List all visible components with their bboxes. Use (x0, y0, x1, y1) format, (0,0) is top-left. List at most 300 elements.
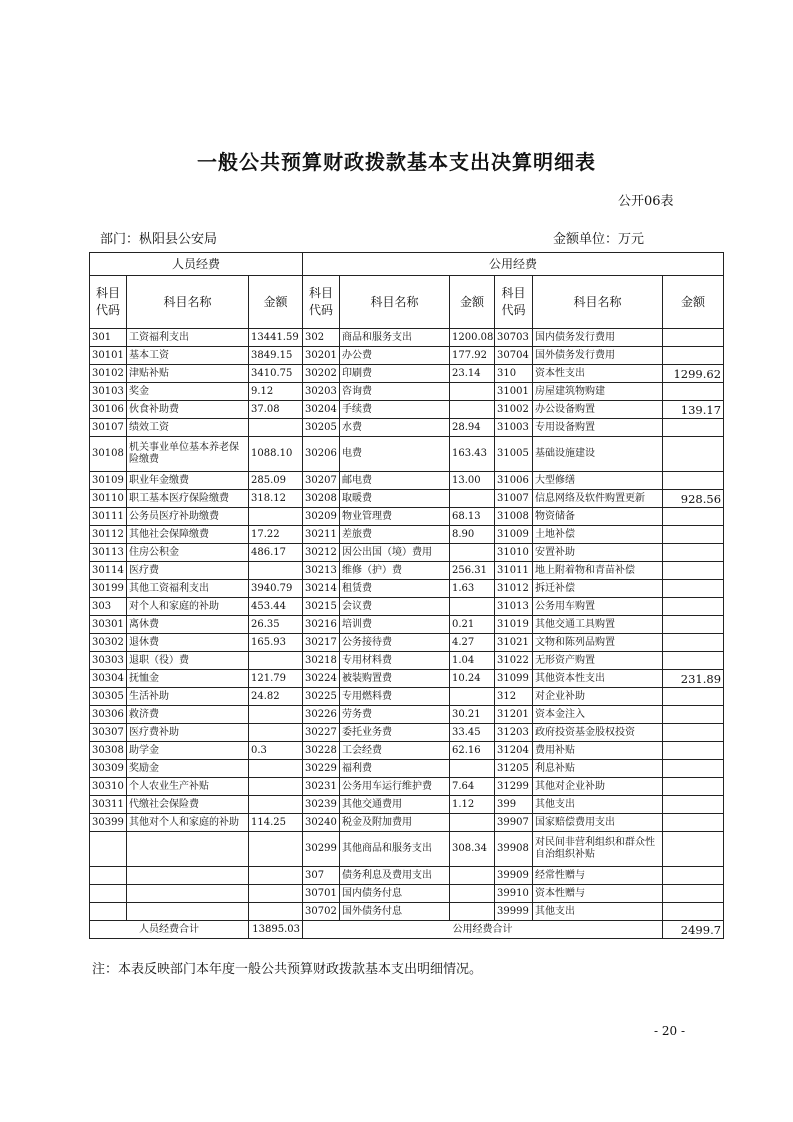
table-row (90, 490, 724, 508)
capital-name-cell: 资本性支出 (533, 365, 663, 383)
capital-amount-cell (663, 832, 724, 867)
personnel-name-cell: 退职（役）费 (127, 652, 249, 670)
table-row (90, 778, 724, 796)
capital-amount-cell (663, 903, 724, 921)
capital-code-cell: 31299 (495, 778, 533, 796)
capital-name-cell: 其他资本性支出 (533, 670, 663, 688)
capital-code-cell: 39909 (495, 867, 533, 885)
personnel-amount-cell: 318.12 (249, 490, 303, 508)
public-name-cell: 委托业务费 (340, 724, 450, 742)
capital-amount-cell (663, 580, 724, 598)
capital-code-cell: 31010 (495, 544, 533, 562)
capital-code-cell: 31005 (495, 437, 533, 472)
public-amount-cell (450, 383, 495, 401)
personnel-code-cell: 30106 (90, 401, 127, 419)
public-amount-cell: 7.64 (450, 778, 495, 796)
personnel-code-cell (90, 867, 127, 885)
public-code-cell: 30214 (303, 580, 340, 598)
public-amount-cell: 33.45 (450, 724, 495, 742)
personnel-amount-cell: 285.09 (249, 472, 303, 490)
public-amount-cell (450, 688, 495, 706)
public-name-cell: 专用燃料费 (340, 688, 450, 706)
public-amount-cell: 13.00 (450, 472, 495, 490)
personnel-amount-cell: 9.12 (249, 383, 303, 401)
personnel-code-cell: 30301 (90, 616, 127, 634)
personnel-total-label: 人员经费合计 (90, 921, 249, 939)
personnel-code-cell: 30306 (90, 706, 127, 724)
public-amount-cell: 177.92 (450, 347, 495, 365)
capital-amount-cell (663, 562, 724, 580)
personnel-name-cell: 住房公积金 (127, 544, 249, 562)
personnel-code-cell: 30309 (90, 760, 127, 778)
capital-code-cell: 39907 (495, 814, 533, 832)
public-amount-cell: 308.34 (450, 832, 495, 867)
public-name-cell: 邮电费 (340, 472, 450, 490)
page-number: - 20 - (654, 1024, 686, 1038)
public-name-cell: 培训费 (340, 616, 450, 634)
public-section-header: 公用经费 (303, 253, 724, 276)
table-row (90, 670, 724, 688)
personnel-name-cell: 绩效工资 (127, 419, 249, 437)
form-number: 公开06表 (618, 194, 674, 209)
name-header: 科目名称 (127, 276, 249, 329)
amount-header: 金额 (450, 276, 495, 329)
public-name-cell: 差旅费 (340, 526, 450, 544)
public-amount-cell: 1.04 (450, 652, 495, 670)
table-row (90, 562, 724, 580)
personnel-name-cell (127, 903, 249, 921)
capital-code-cell: 39999 (495, 903, 533, 921)
capital-name-cell: 无形资产购置 (533, 652, 663, 670)
footnote: 注：本表反映部门本年度一般公共预算财政拨款基本支出明细情况。 (92, 962, 483, 977)
public-name-cell: 被装购置费 (340, 670, 450, 688)
table-row (90, 903, 724, 921)
capital-amount-cell: 139.17 (663, 401, 724, 419)
capital-amount-cell (663, 724, 724, 742)
public-code-cell: 30208 (303, 490, 340, 508)
personnel-code-cell (90, 832, 127, 867)
capital-code-cell: 31021 (495, 634, 533, 652)
personnel-name-cell (127, 885, 249, 903)
personnel-code-cell: 30304 (90, 670, 127, 688)
public-name-cell: 国内债务付息 (340, 885, 450, 903)
expenditure-table (89, 252, 724, 939)
public-code-cell: 307 (303, 867, 340, 885)
capital-amount-cell (663, 508, 724, 526)
table-row (90, 832, 724, 867)
capital-code-cell: 31001 (495, 383, 533, 401)
amount-header: 金额 (249, 276, 303, 329)
personnel-name-cell: 离休费 (127, 616, 249, 634)
personnel-amount-cell (249, 706, 303, 724)
table-row (90, 598, 724, 616)
public-code-cell: 30201 (303, 347, 340, 365)
public-name-cell: 咨询费 (340, 383, 450, 401)
capital-amount-cell (663, 760, 724, 778)
capital-amount-cell (663, 437, 724, 472)
public-amount-cell (450, 401, 495, 419)
capital-code-cell: 31019 (495, 616, 533, 634)
public-amount-cell: 23.14 (450, 365, 495, 383)
personnel-amount-cell: 0.3 (249, 742, 303, 760)
table-row (90, 472, 724, 490)
name-header: 科目名称 (533, 276, 663, 329)
code-header: 科目代码 (90, 276, 127, 329)
capital-code-cell: 31008 (495, 508, 533, 526)
capital-code-cell: 31006 (495, 472, 533, 490)
public-amount-cell: 68.13 (450, 508, 495, 526)
public-total-value: 2499.7 (663, 921, 724, 939)
capital-name-cell: 安置补助 (533, 544, 663, 562)
personnel-name-cell: 津贴补贴 (127, 365, 249, 383)
capital-amount-cell (663, 634, 724, 652)
public-amount-cell (450, 598, 495, 616)
public-name-cell: 手续费 (340, 401, 450, 419)
public-code-cell: 30229 (303, 760, 340, 778)
capital-code-cell: 31022 (495, 652, 533, 670)
personnel-name-cell: 职业年金缴费 (127, 472, 249, 490)
table-body (90, 329, 724, 921)
personnel-amount-cell: 37.08 (249, 401, 303, 419)
public-code-cell: 30204 (303, 401, 340, 419)
table-row (90, 347, 724, 365)
public-code-cell: 30239 (303, 796, 340, 814)
capital-name-cell: 利息补贴 (533, 760, 663, 778)
public-code-cell: 302 (303, 329, 340, 347)
public-code-cell: 30215 (303, 598, 340, 616)
personnel-amount-cell: 165.93 (249, 634, 303, 652)
capital-name-cell: 大型修缮 (533, 472, 663, 490)
personnel-amount-cell (249, 796, 303, 814)
personnel-name-cell (127, 867, 249, 885)
personnel-name-cell: 公务员医疗补助缴费 (127, 508, 249, 526)
capital-name-cell: 资本金注入 (533, 706, 663, 724)
capital-code-cell: 31003 (495, 419, 533, 437)
capital-amount-cell (663, 329, 724, 347)
public-name-cell: 工会经费 (340, 742, 450, 760)
capital-code-cell: 31011 (495, 562, 533, 580)
public-code-cell: 30231 (303, 778, 340, 796)
capital-code-cell: 31012 (495, 580, 533, 598)
personnel-code-cell: 30107 (90, 419, 127, 437)
personnel-name-cell: 对个人和家庭的补助 (127, 598, 249, 616)
public-code-cell: 30211 (303, 526, 340, 544)
personnel-name-cell: 生活补助 (127, 688, 249, 706)
public-name-cell: 税金及附加费用 (340, 814, 450, 832)
capital-code-cell: 399 (495, 796, 533, 814)
capital-name-cell: 对民间非营利组织和群众性自治组织补贴 (533, 832, 663, 867)
table-row (90, 329, 724, 347)
public-code-cell: 30207 (303, 472, 340, 490)
capital-amount-cell (663, 383, 724, 401)
capital-code-cell: 31007 (495, 490, 533, 508)
capital-amount-cell (663, 616, 724, 634)
table-row (90, 867, 724, 885)
personnel-amount-cell (249, 885, 303, 903)
public-amount-cell: 0.21 (450, 616, 495, 634)
public-name-cell: 劳务费 (340, 706, 450, 724)
personnel-name-cell: 其他工资福利支出 (127, 580, 249, 598)
public-name-cell: 公务接待费 (340, 634, 450, 652)
personnel-amount-cell: 453.44 (249, 598, 303, 616)
capital-amount-cell (663, 544, 724, 562)
personnel-amount-cell: 24.82 (249, 688, 303, 706)
public-name-cell: 会议费 (340, 598, 450, 616)
public-code-cell: 30217 (303, 634, 340, 652)
table-row (90, 419, 724, 437)
capital-amount-cell (663, 347, 724, 365)
personnel-code-cell: 30303 (90, 652, 127, 670)
personnel-name-cell: 职工基本医疗保险缴费 (127, 490, 249, 508)
public-name-cell: 电费 (340, 437, 450, 472)
personnel-code-cell: 30111 (90, 508, 127, 526)
table-row (90, 796, 724, 814)
table-row (90, 814, 724, 832)
capital-code-cell: 31203 (495, 724, 533, 742)
table-row (90, 544, 724, 562)
personnel-code-cell (90, 903, 127, 921)
capital-name-cell: 国外债务发行费用 (533, 347, 663, 365)
capital-name-cell: 地上附着物和青苗补偿 (533, 562, 663, 580)
personnel-code-cell: 301 (90, 329, 127, 347)
public-amount-cell: 62.16 (450, 742, 495, 760)
capital-code-cell: 312 (495, 688, 533, 706)
capital-name-cell: 其他交通工具购置 (533, 616, 663, 634)
capital-amount-cell: 1299.62 (663, 365, 724, 383)
capital-amount-cell (663, 598, 724, 616)
personnel-code-cell: 30311 (90, 796, 127, 814)
public-amount-cell (450, 867, 495, 885)
public-code-cell: 30702 (303, 903, 340, 921)
capital-code-cell: 31002 (495, 401, 533, 419)
public-code-cell: 30206 (303, 437, 340, 472)
capital-name-cell: 办公设备购置 (533, 401, 663, 419)
personnel-amount-cell: 3410.75 (249, 365, 303, 383)
public-name-cell: 办公费 (340, 347, 450, 365)
public-amount-cell (450, 814, 495, 832)
personnel-name-cell: 助学金 (127, 742, 249, 760)
capital-name-cell: 经常性赠与 (533, 867, 663, 885)
public-name-cell: 维修（护）费 (340, 562, 450, 580)
personnel-name-cell: 基本工资 (127, 347, 249, 365)
public-code-cell: 30225 (303, 688, 340, 706)
capital-amount-cell (663, 778, 724, 796)
capital-amount-cell (663, 419, 724, 437)
public-code-cell: 30203 (303, 383, 340, 401)
personnel-name-cell: 伙食补助费 (127, 401, 249, 419)
capital-name-cell: 对企业补助 (533, 688, 663, 706)
capital-name-cell: 基础设施建设 (533, 437, 663, 472)
capital-amount-cell: 928.56 (663, 490, 724, 508)
public-name-cell: 商品和服务支出 (340, 329, 450, 347)
public-code-cell: 30205 (303, 419, 340, 437)
capital-code-cell: 31099 (495, 670, 533, 688)
personnel-amount-cell: 26.35 (249, 616, 303, 634)
personnel-code-cell: 30108 (90, 437, 127, 472)
personnel-code-cell: 30302 (90, 634, 127, 652)
public-code-cell: 30227 (303, 724, 340, 742)
personnel-code-cell: 30102 (90, 365, 127, 383)
capital-amount-cell (663, 867, 724, 885)
personnel-name-cell (127, 832, 249, 867)
personnel-amount-cell: 3849.15 (249, 347, 303, 365)
personnel-amount-cell (249, 903, 303, 921)
capital-amount-cell (663, 742, 724, 760)
capital-code-cell: 30703 (495, 329, 533, 347)
public-name-cell: 印刷费 (340, 365, 450, 383)
personnel-amount-cell (249, 760, 303, 778)
public-amount-cell: 30.21 (450, 706, 495, 724)
personnel-name-cell: 医疗费补助 (127, 724, 249, 742)
public-name-cell: 租赁费 (340, 580, 450, 598)
capital-name-cell: 资本性赠与 (533, 885, 663, 903)
capital-amount-cell (663, 652, 724, 670)
table-row (90, 688, 724, 706)
table-row (90, 437, 724, 472)
table-row (90, 616, 724, 634)
public-code-cell: 30218 (303, 652, 340, 670)
capital-name-cell: 政府投资基金股权投资 (533, 724, 663, 742)
personnel-code-cell: 30305 (90, 688, 127, 706)
capital-code-cell: 39908 (495, 832, 533, 867)
capital-amount-cell: 231.89 (663, 670, 724, 688)
table-row (90, 706, 724, 724)
personnel-code-cell: 30101 (90, 347, 127, 365)
personnel-name-cell: 救济费 (127, 706, 249, 724)
table-row (90, 885, 724, 903)
personnel-amount-cell (249, 724, 303, 742)
public-name-cell: 水费 (340, 419, 450, 437)
personnel-section-header: 人员经费 (90, 253, 303, 276)
public-amount-cell (450, 903, 495, 921)
personnel-code-cell: 30109 (90, 472, 127, 490)
public-code-cell: 30212 (303, 544, 340, 562)
capital-name-cell: 专用设备购置 (533, 419, 663, 437)
personnel-amount-cell: 121.79 (249, 670, 303, 688)
personnel-name-cell: 抚恤金 (127, 670, 249, 688)
personnel-code-cell (90, 885, 127, 903)
personnel-amount-cell (249, 832, 303, 867)
capital-name-cell: 费用补贴 (533, 742, 663, 760)
public-code-cell: 30202 (303, 365, 340, 383)
table-row (90, 742, 724, 760)
capital-name-cell: 拆迁补偿 (533, 580, 663, 598)
capital-name-cell: 其他支出 (533, 796, 663, 814)
table-row (90, 365, 724, 383)
capital-code-cell: 31009 (495, 526, 533, 544)
public-total-label: 公用经费合计 (303, 921, 663, 939)
capital-amount-cell (663, 526, 724, 544)
table-row (90, 760, 724, 778)
capital-name-cell: 国家赔偿费用支出 (533, 814, 663, 832)
capital-name-cell: 土地补偿 (533, 526, 663, 544)
public-amount-cell (450, 490, 495, 508)
personnel-amount-cell: 13441.59 (249, 329, 303, 347)
capital-name-cell: 其他对企业补助 (533, 778, 663, 796)
capital-name-cell: 公务用车购置 (533, 598, 663, 616)
capital-code-cell: 31205 (495, 760, 533, 778)
public-amount-cell: 1.63 (450, 580, 495, 598)
personnel-code-cell: 30112 (90, 526, 127, 544)
personnel-code-cell: 30113 (90, 544, 127, 562)
public-amount-cell (450, 760, 495, 778)
personnel-code-cell: 30307 (90, 724, 127, 742)
public-code-cell: 30216 (303, 616, 340, 634)
name-header: 科目名称 (340, 276, 450, 329)
public-code-cell: 30226 (303, 706, 340, 724)
public-code-cell: 30701 (303, 885, 340, 903)
table-row (90, 526, 724, 544)
capital-amount-cell (663, 472, 724, 490)
personnel-name-cell: 工资福利支出 (127, 329, 249, 347)
public-code-cell: 30240 (303, 814, 340, 832)
public-amount-cell: 10.24 (450, 670, 495, 688)
personnel-name-cell: 其他社会保障缴费 (127, 526, 249, 544)
table-row (90, 401, 724, 419)
personnel-total-value: 13895.03 (249, 921, 303, 939)
personnel-amount-cell (249, 867, 303, 885)
public-name-cell: 其他交通费用 (340, 796, 450, 814)
public-amount-cell: 256.31 (450, 562, 495, 580)
public-amount-cell (450, 885, 495, 903)
personnel-amount-cell: 3940.79 (249, 580, 303, 598)
personnel-code-cell: 30110 (90, 490, 127, 508)
capital-amount-cell (663, 814, 724, 832)
personnel-amount-cell: 486.17 (249, 544, 303, 562)
public-amount-cell (450, 544, 495, 562)
capital-code-cell: 30704 (495, 347, 533, 365)
public-code-cell: 30209 (303, 508, 340, 526)
table-row (90, 508, 724, 526)
public-name-cell: 债务利息及费用支出 (340, 867, 450, 885)
personnel-name-cell: 机关事业单位基本养老保险缴费 (127, 437, 249, 472)
public-name-cell: 其他商品和服务支出 (340, 832, 450, 867)
public-code-cell: 30299 (303, 832, 340, 867)
personnel-name-cell: 奖励金 (127, 760, 249, 778)
capital-amount-cell (663, 706, 724, 724)
capital-amount-cell (663, 885, 724, 903)
public-amount-cell: 4.27 (450, 634, 495, 652)
personnel-amount-cell: 114.25 (249, 814, 303, 832)
public-name-cell: 公务用车运行维护费 (340, 778, 450, 796)
personnel-name-cell: 代缴社会保险费 (127, 796, 249, 814)
public-amount-cell: 1200.08 (450, 329, 495, 347)
personnel-code-cell: 30199 (90, 580, 127, 598)
public-name-cell: 福利费 (340, 760, 450, 778)
table-row (90, 724, 724, 742)
personnel-amount-cell (249, 562, 303, 580)
capital-code-cell: 310 (495, 365, 533, 383)
personnel-code-cell: 30103 (90, 383, 127, 401)
table-row (90, 634, 724, 652)
capital-amount-cell (663, 796, 724, 814)
personnel-name-cell: 个人农业生产补贴 (127, 778, 249, 796)
amount-header: 金额 (663, 276, 724, 329)
capital-amount-cell (663, 688, 724, 706)
personnel-code-cell: 30310 (90, 778, 127, 796)
personnel-amount-cell (249, 778, 303, 796)
personnel-amount-cell: 17.22 (249, 526, 303, 544)
public-amount-cell: 8.90 (450, 526, 495, 544)
personnel-code-cell: 30114 (90, 562, 127, 580)
public-amount-cell: 163.43 (450, 437, 495, 472)
public-name-cell: 因公出国（境）费用 (340, 544, 450, 562)
capital-name-cell: 国内债务发行费用 (533, 329, 663, 347)
personnel-code-cell: 303 (90, 598, 127, 616)
table-row (90, 580, 724, 598)
personnel-code-cell: 30399 (90, 814, 127, 832)
unit-label: 金额单位：万元 (553, 232, 645, 247)
